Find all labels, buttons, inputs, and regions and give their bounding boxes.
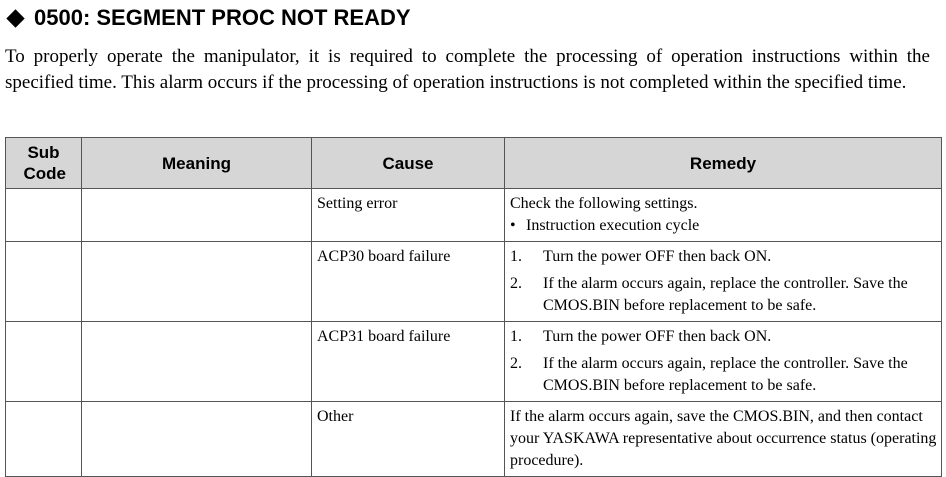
meaning-cell bbox=[82, 242, 312, 322]
table-row bbox=[6, 189, 942, 242]
step-number: 2. bbox=[510, 275, 522, 292]
alarm-table bbox=[5, 137, 942, 477]
cause-cell: ACP30 board failure bbox=[312, 242, 505, 322]
step-number: 1. bbox=[510, 328, 522, 345]
header-remedy: Remedy bbox=[505, 138, 942, 189]
sub-code-cell bbox=[6, 402, 82, 477]
header-sub-code: Sub Code bbox=[6, 138, 82, 189]
table-row bbox=[6, 322, 942, 402]
meaning-cell bbox=[82, 402, 312, 477]
step-text: Turn the power OFF then back ON. bbox=[543, 248, 772, 265]
remedy-step bbox=[510, 353, 937, 397]
header-meaning: Meaning bbox=[82, 138, 312, 189]
table-header-row bbox=[6, 138, 942, 189]
cause-cell: Setting error bbox=[312, 189, 505, 242]
remedy-cell bbox=[505, 242, 942, 322]
sub-code-cell bbox=[6, 322, 82, 402]
remedy-cell bbox=[505, 189, 942, 242]
remedy-text: Check the following settings. bbox=[510, 195, 698, 212]
step-text: If the alarm occurs again, replace the controller. Save the CMOS.BIN before replacement to be safe. bbox=[543, 355, 908, 394]
step-text: If the alarm occurs again, replace the controller. Save the CMOS.BIN before replacement to be safe. bbox=[543, 275, 908, 314]
remedy-bullet-text: Instruction execution cycle bbox=[526, 217, 700, 234]
header-cause: Cause bbox=[312, 138, 505, 189]
cause-cell: ACP31 board failure bbox=[312, 322, 505, 402]
alarm-description: To properly operate the manipulator, it is required to complete the processing of operation instructions within the specified time. This alarm occurs if the processing of operation instructions is not completed within the specified time. bbox=[5, 46, 930, 93]
cause-cell: Other bbox=[312, 402, 505, 477]
meaning-cell bbox=[82, 322, 312, 402]
step-number: 1. bbox=[510, 248, 522, 265]
remedy-step bbox=[510, 326, 937, 348]
remedy-step bbox=[510, 246, 937, 268]
meaning-cell bbox=[82, 189, 312, 242]
alarm-title: 0500: SEGMENT PROC NOT READY bbox=[34, 5, 411, 30]
remedy-cell bbox=[505, 322, 942, 402]
sub-code-cell bbox=[6, 189, 82, 242]
remedy-bullet-item bbox=[510, 215, 937, 237]
step-number: 2. bbox=[510, 355, 522, 372]
sub-code-cell bbox=[6, 242, 82, 322]
bullet-icon: • bbox=[510, 217, 516, 234]
diamond-bullet-icon bbox=[6, 9, 24, 27]
table-row bbox=[6, 242, 942, 322]
step-text: Turn the power OFF then back ON. bbox=[543, 328, 772, 345]
table-row bbox=[6, 402, 942, 477]
remedy-cell: If the alarm occurs again, save the CMOS.BIN, and then contact your YASKAWA representative about occurrence status (operating procedure). bbox=[505, 402, 942, 477]
remedy-step bbox=[510, 273, 937, 317]
alarm-heading bbox=[5, 4, 411, 32]
